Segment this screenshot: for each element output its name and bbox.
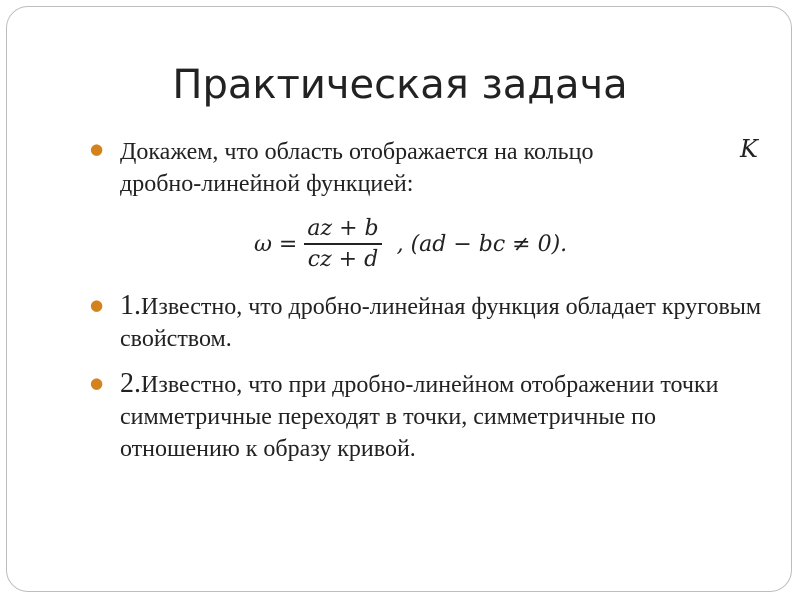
fraction — [303, 216, 382, 272]
bullet-line: дробно-линейной функцией: — [120, 171, 414, 197]
bullet-line: Докажем, что область отображается на кольцо — [120, 139, 594, 165]
formula-condition: , (ad − bc ≠ 0). — [396, 231, 568, 257]
fraction-numerator: az + b — [307, 216, 379, 241]
item-number: 1. — [120, 290, 141, 321]
slide-title: Практическая задача — [172, 62, 628, 108]
item-text: Известно, что дробно-линейная функция обладает круговым свойством. — [120, 294, 762, 352]
formula-lhs: ω = — [254, 231, 298, 257]
bullet-text — [120, 368, 770, 465]
formula — [254, 214, 567, 274]
bullet-icon: ● — [90, 140, 104, 158]
variable-k: K — [740, 135, 758, 163]
bullet-icon: ● — [90, 374, 104, 392]
item-text: Известно, что при дробно-линейном отображении точки симметричные переходят в точки, симметричные по отношению к образу кривой. — [120, 372, 719, 462]
fraction-denominator: cz + d — [304, 243, 382, 272]
bullet-text — [120, 136, 770, 200]
item-number: 2. — [120, 368, 141, 399]
bullet-text — [120, 290, 770, 355]
bullet-icon: ● — [90, 296, 104, 314]
